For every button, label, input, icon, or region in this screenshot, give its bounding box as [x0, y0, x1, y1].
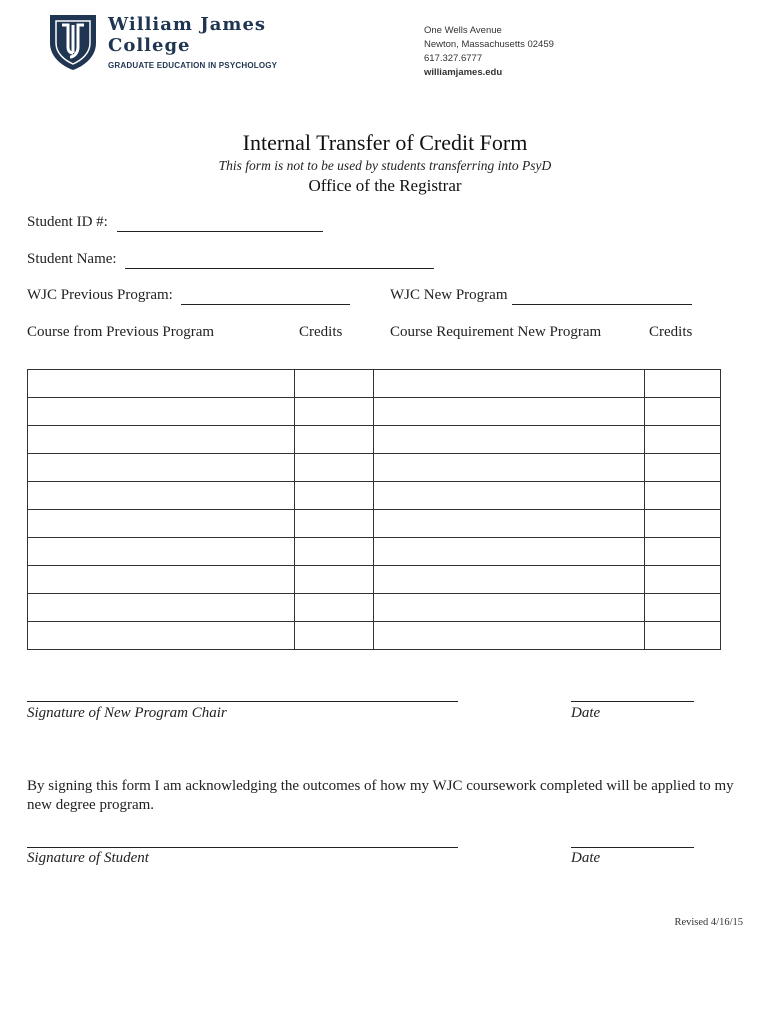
prev-credits-cell[interactable]: [294, 426, 374, 454]
prev-course-cell[interactable]: [28, 426, 295, 454]
prev-credits-cell[interactable]: [294, 510, 374, 538]
prev-credits-cell[interactable]: [294, 482, 374, 510]
new-course-cell[interactable]: [374, 622, 645, 650]
address-city: Newton, Massachusetts 02459: [424, 39, 554, 50]
table-row: [28, 370, 721, 398]
student-date-label: Date: [571, 850, 601, 866]
brand-tagline: GRADUATE EDUCATION IN PSYCHOLOGY: [108, 61, 278, 70]
header-prev-credits: Credits: [299, 324, 343, 340]
new-course-cell[interactable]: [374, 538, 645, 566]
prev-credits-cell[interactable]: [294, 454, 374, 482]
new-course-cell[interactable]: [374, 566, 645, 594]
prev-course-cell[interactable]: [28, 622, 295, 650]
table-row: [28, 594, 721, 622]
prev-course-cell[interactable]: [28, 370, 295, 398]
table-row: [28, 398, 721, 426]
brand-name-line1: William James: [108, 14, 267, 35]
form-title: Internal Transfer of Credit Form: [242, 130, 528, 155]
chair-signature-line[interactable]: [27, 701, 458, 702]
prev-course-cell[interactable]: [28, 510, 295, 538]
student-date-line[interactable]: [571, 847, 694, 848]
new-program-label: WJC New Program: [390, 287, 508, 303]
revision-date: Revised 4/16/15: [674, 917, 743, 928]
previous-program-field[interactable]: [181, 304, 350, 305]
chair-date-line[interactable]: [571, 701, 694, 702]
office-name: Office of the Registrar: [308, 176, 462, 195]
table-row: [28, 426, 721, 454]
brand-name-line2: College: [108, 35, 191, 56]
address-street: One Wells Avenue: [424, 25, 502, 36]
student-id-label: Student ID #:: [27, 214, 108, 230]
prev-course-cell[interactable]: [28, 398, 295, 426]
acknowledgement-text: By signing this form I am acknowledging the outcomes of how my WJC coursework completed will be applied to my new degree program.: [27, 778, 734, 813]
prev-credits-cell[interactable]: [294, 594, 374, 622]
new-course-cell[interactable]: [374, 398, 645, 426]
table-row: [28, 510, 721, 538]
new-course-cell[interactable]: [374, 482, 645, 510]
table-row: [28, 482, 721, 510]
table-row: [28, 538, 721, 566]
header-new-course: Course Requirement New Program: [390, 324, 602, 340]
prev-credits-cell[interactable]: [294, 622, 374, 650]
new-course-cell[interactable]: [374, 370, 645, 398]
college-shield-logo: [48, 13, 98, 71]
header-new-credits: Credits: [649, 324, 693, 340]
new-credits-cell[interactable]: [645, 566, 721, 594]
student-name-label: Student Name:: [27, 251, 117, 267]
new-credits-cell[interactable]: [645, 482, 721, 510]
new-credits-cell[interactable]: [645, 370, 721, 398]
prev-course-cell[interactable]: [28, 482, 295, 510]
new-credits-cell[interactable]: [645, 454, 721, 482]
student-signature-line[interactable]: [27, 847, 458, 848]
chair-signature-label: Signature of New Program Chair: [27, 705, 227, 721]
new-credits-cell[interactable]: [645, 594, 721, 622]
student-signature-label: Signature of Student: [27, 850, 149, 866]
new-credits-cell[interactable]: [645, 426, 721, 454]
new-course-cell[interactable]: [374, 454, 645, 482]
table-row: [28, 454, 721, 482]
address-website: williamjames.edu: [424, 67, 503, 78]
new-credits-cell[interactable]: [645, 622, 721, 650]
new-program-field[interactable]: [512, 304, 692, 305]
course-transfer-table: [27, 369, 721, 650]
prev-credits-cell[interactable]: [294, 538, 374, 566]
prev-credits-cell[interactable]: [294, 566, 374, 594]
prev-course-cell[interactable]: [28, 538, 295, 566]
chair-date-label: Date: [571, 705, 601, 721]
header-prev-course: Course from Previous Program: [27, 324, 215, 340]
new-credits-cell[interactable]: [645, 510, 721, 538]
prev-course-cell[interactable]: [28, 594, 295, 622]
address-phone: 617.327.6777: [424, 53, 483, 64]
table-row: [28, 566, 721, 594]
new-course-cell[interactable]: [374, 426, 645, 454]
table-row: [28, 622, 721, 650]
student-id-field[interactable]: [117, 231, 323, 232]
prev-credits-cell[interactable]: [294, 398, 374, 426]
prev-course-cell[interactable]: [28, 454, 295, 482]
new-credits-cell[interactable]: [645, 538, 721, 566]
prev-credits-cell[interactable]: [294, 370, 374, 398]
student-name-field[interactable]: [125, 268, 434, 269]
new-course-cell[interactable]: [374, 594, 645, 622]
new-credits-cell[interactable]: [645, 398, 721, 426]
new-course-cell[interactable]: [374, 510, 645, 538]
form-subtitle: This form is not to be used by students transferring into PsyD: [218, 158, 552, 173]
previous-program-label: WJC Previous Program:: [27, 287, 173, 303]
prev-course-cell[interactable]: [28, 566, 295, 594]
